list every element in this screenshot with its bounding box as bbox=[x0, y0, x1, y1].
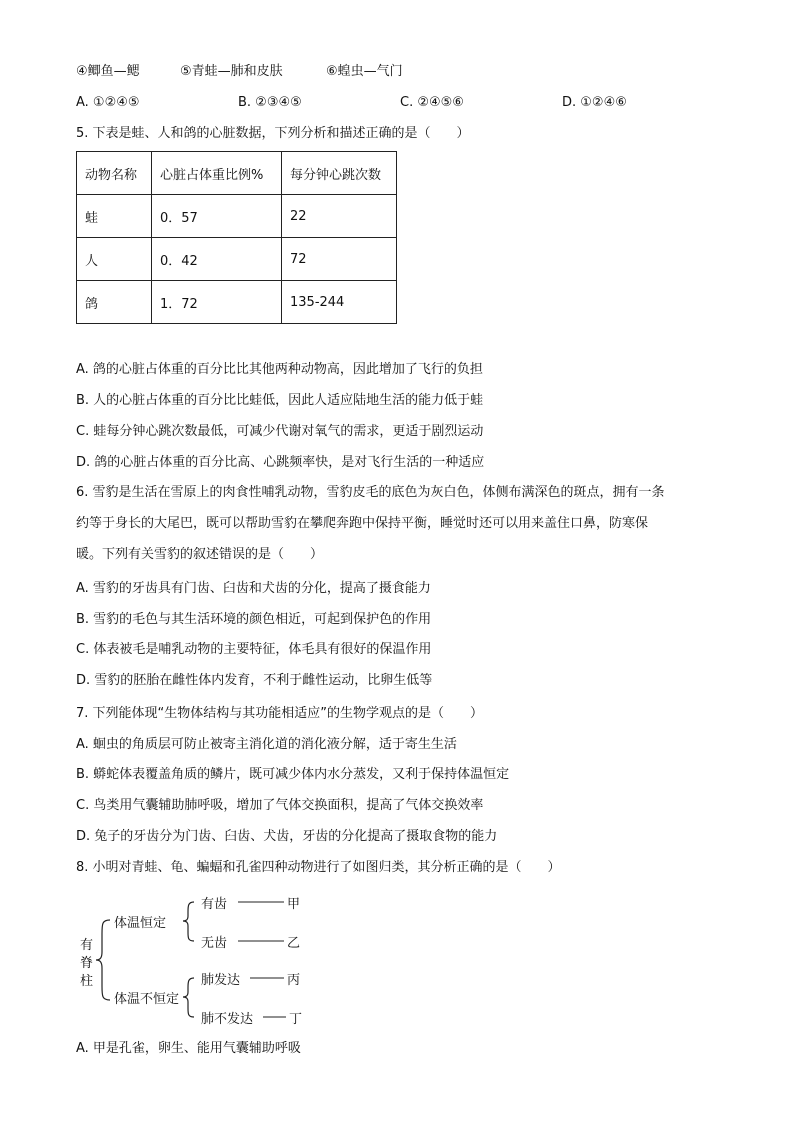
table-cell: 72 bbox=[282, 238, 397, 281]
table-cell: 0．42 bbox=[152, 238, 282, 281]
q8-stem: 8. 小明对青蛙、龟、蝙蝠和孔雀四种动物进行了如图归类，其分析正确的是（ ） bbox=[76, 860, 561, 875]
classification-diagram bbox=[76, 890, 336, 1030]
table-cell: 1．72 bbox=[152, 281, 282, 324]
table-cell: 0．57 bbox=[152, 195, 282, 238]
q5-option-a: A. 鸽的心脏占体重的百分比比其他两种动物高，因此增加了飞行的负担 bbox=[76, 362, 483, 377]
leaf-lungs-undeveloped: 肺不发达 bbox=[201, 1012, 254, 1027]
leaf-has-teeth: 有齿 bbox=[201, 897, 228, 912]
q4-item: ⑤青蛙—肺和皮肤 bbox=[180, 64, 283, 79]
leaf-lungs-developed: 肺发达 bbox=[201, 973, 241, 988]
q6-stem-line: 暖。下列有关雪豹的叙述错误的是（ ） bbox=[76, 547, 324, 562]
q4-option-c: C. ②④⑤⑥ bbox=[400, 95, 464, 110]
q6-option-b: B. 雪豹的毛色与其生活环境的颜色相近，可起到保护色的作用 bbox=[76, 612, 432, 627]
q5-option-c: C. 蛙每分钟心跳次数最低，可减少代谢对氧气的需求，更适于剧烈运动 bbox=[76, 424, 484, 439]
branch-cold-blooded: 体温不恒定 bbox=[114, 992, 180, 1007]
table-cell: 22 bbox=[282, 195, 397, 238]
q7-option-c: C. 鸟类用气囊辅助肺呼吸，增加了气体交换面积，提高了气体交换效率 bbox=[76, 798, 484, 813]
leaf-result: 丁 bbox=[289, 1012, 303, 1027]
q4-option-d: D. ①②④⑥ bbox=[562, 95, 627, 110]
leaf-no-teeth: 无齿 bbox=[201, 936, 228, 951]
q6-option-a: A. 雪豹的牙齿具有门齿、臼齿和犬齿的分化，提高了摄食能力 bbox=[76, 581, 431, 596]
root-label-char: 脊 bbox=[80, 956, 94, 971]
q6-option-c: C. 体表被毛是哺乳动物的主要特征，体毛具有很好的保温作用 bbox=[76, 642, 432, 657]
q4-items-row bbox=[76, 63, 476, 81]
table-cell: 鸽 bbox=[77, 281, 152, 324]
q7-option-a: A. 蛔虫的角质层可防止被寄主消化道的消化液分解，适于寄生生活 bbox=[76, 737, 457, 752]
branch-warm-blooded: 体温恒定 bbox=[114, 916, 167, 931]
table-header-row bbox=[77, 152, 397, 195]
table-row bbox=[77, 281, 397, 324]
q8-option-a: A. 甲是孔雀，卵生、能用气囊辅助呼吸 bbox=[76, 1041, 301, 1056]
table-cell: 人 bbox=[77, 238, 152, 281]
table-header-cell: 心脏占体重比例% bbox=[152, 152, 282, 195]
heart-data-table bbox=[76, 151, 397, 324]
table-row bbox=[77, 195, 397, 238]
q4-option-b: B. ②③④⑤ bbox=[238, 95, 302, 110]
q5-stem: 5. 下表是蛙、人和鸽的心脏数据，下列分析和描述正确的是（ ） bbox=[76, 126, 470, 141]
q4-item: ④鲫鱼—鳃 bbox=[76, 64, 140, 79]
q6-stem-line: 约等于身长的大尾巴，既可以帮助雪豹在攀爬奔跑中保持平衡，睡觉时还可以用来盖住口鼻，防寒保 bbox=[76, 516, 649, 531]
table-row bbox=[77, 238, 397, 281]
q4-option-a: A. ①②④⑤ bbox=[76, 95, 140, 110]
table-cell: 135-244 bbox=[282, 281, 397, 324]
q4-options-row bbox=[76, 94, 716, 112]
q6-stem-line: 6. 雪豹是生活在雪原上的肉食性哺乳动物，雪豹皮毛的底色为灰白色，体侧布满深色的斑点，拥有一条 bbox=[76, 485, 665, 500]
q5-option-d: D. 鸽的心脏占体重的百分比高、心跳频率快，是对飞行生活的一种适应 bbox=[76, 455, 485, 470]
leaf-result: 乙 bbox=[287, 936, 301, 951]
root-label-char: 有 bbox=[80, 938, 94, 953]
q4-item: ⑥蝗虫—气门 bbox=[326, 64, 403, 79]
table-header-cell: 动物名称 bbox=[77, 152, 152, 195]
root-label-char: 柱 bbox=[80, 974, 94, 989]
q7-option-b: B. 蟒蛇体表覆盖角质的鳞片，既可减少体内水分蒸发，又利于保持体温恒定 bbox=[76, 767, 510, 782]
q5-option-b: B. 人的心脏占体重的百分比比蛙低，因此人适应陆地生活的能力低于蛙 bbox=[76, 393, 484, 408]
q7-stem: 7. 下列能体现“生物体结构与其功能相适应”的生物学观点的是（ ） bbox=[76, 706, 484, 721]
table-cell: 蛙 bbox=[77, 195, 152, 238]
table-header-cell: 每分钟心跳次数 bbox=[282, 152, 397, 195]
leaf-result: 丙 bbox=[287, 973, 301, 988]
q6-option-d: D. 雪豹的胚胎在雌性体内发育，不利于雌性运动，比卵生低等 bbox=[76, 673, 433, 688]
q7-option-d: D. 兔子的牙齿分为门齿、臼齿、犬齿，牙齿的分化提高了摄取食物的能力 bbox=[76, 829, 498, 844]
leaf-result: 甲 bbox=[287, 897, 301, 912]
